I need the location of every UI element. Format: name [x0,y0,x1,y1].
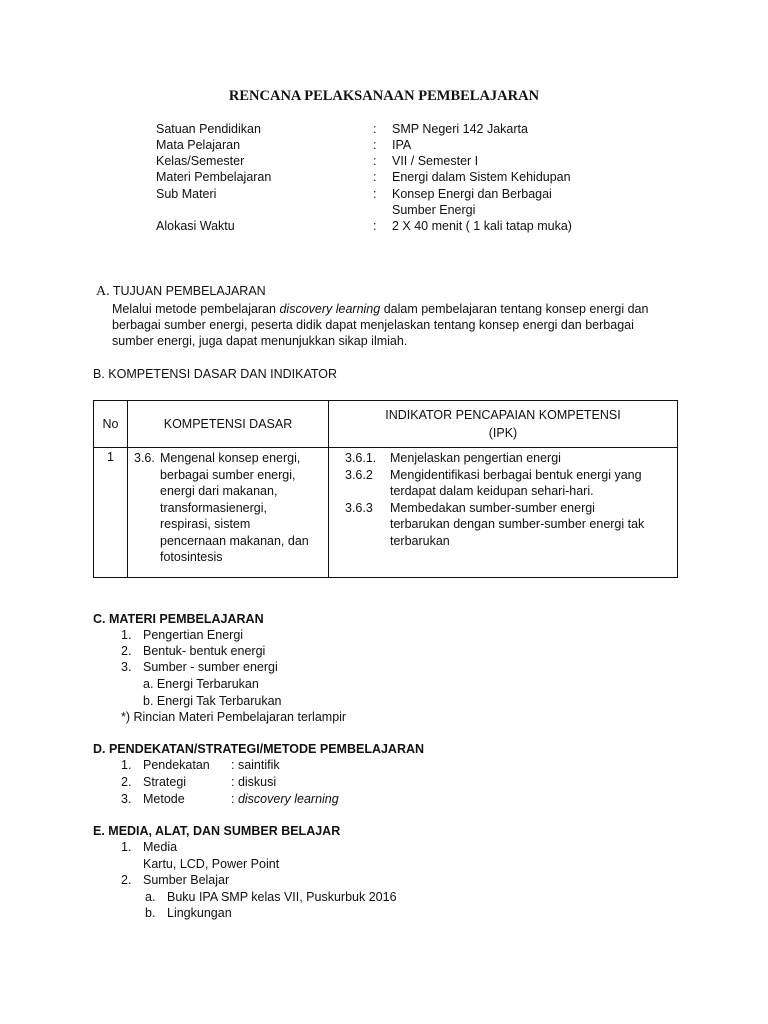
document-title: RENCANA PELAKSANAAN PEMBELAJARAN [228,88,540,104]
identity-value-continued: Sumber Energi [392,203,476,217]
sub-list-item: Lingkungan [167,906,232,920]
cell-no: 1 [94,448,128,578]
list-label: Strategi [143,775,187,789]
identity-colon: : [373,154,377,168]
header-ipk [329,401,678,448]
section-b-heading: B. KOMPETENSI DASAR DAN INDIKATOR [93,367,338,381]
ipk-line: terbarukan dengan sumber-sumber energi tak [390,517,645,531]
identity-colon: : [373,138,377,152]
list-number: 2. [121,873,132,887]
ipk-line: terbarukan [390,533,450,548]
identity-label: Sub Materi [156,187,217,201]
text-run: Melalui metode pembelajaran [112,302,280,316]
identity-colon: : [373,187,377,201]
list-number: 3. [121,660,132,674]
text-run: dalam pembelajaran tentang konsep energi dan [380,302,649,316]
identity-label: Alokasi Waktu [156,219,235,233]
kd-line: Mengenal konsep energi, [160,451,301,465]
list-number: 2. [121,775,132,789]
identity-label: Satuan Pendidikan [156,122,261,136]
section-a-letter: A. [96,284,110,299]
ipk-item [345,467,671,500]
kd-line: berbagai sumber energi, [160,467,296,482]
header-ipk-line: INDIKATOR PENCAPAIAN KOMPETENSI [385,408,621,422]
list-number: 1. [121,840,132,854]
list-number: 3. [121,792,132,806]
kd-line: pencernaan makanan, dan [160,533,309,548]
cell-ipk [329,448,678,578]
header-ipk-line: (IPK) [488,426,518,440]
ipk-line: Menjelaskan pengertian energi [390,451,561,465]
header-kompetensi-dasar: KOMPETENSI DASAR [128,401,329,448]
section-a-title: TUJUAN PEMBELAJARAN [112,284,266,298]
emphasis-text: discovery learning [237,792,339,806]
cell-kompetensi-dasar [128,448,329,578]
section-e-heading: E. MEDIA, ALAT, DAN SUMBER BELAJAR [93,824,341,838]
list-item: Pengertian Energi [143,628,244,642]
identity-label: Materi Pembelajaran [156,170,272,184]
text-run: : [231,792,238,806]
list-label: Pendekatan [143,758,210,772]
list-label: Metode [143,792,185,806]
kd-line: transformasienergi, [160,500,267,515]
ipk-number: 3.6.2 [345,467,373,482]
list-number: 1. [121,628,132,642]
sub-list-item: b. Energi Tak Terbarukan [143,694,282,708]
section-a-paragraph-line: berbagai sumber energi, peserta didik dapat menjelaskan tentang konsep energi dan berbagai [112,318,634,332]
kd-line: fotosintesis [160,550,223,564]
section-a-heading [96,284,266,300]
ipk-item [345,500,671,550]
list-number: 1. [121,758,132,772]
sub-list-item: Buku IPA SMP kelas VII, Puskurbuk 2016 [167,890,397,904]
ipk-number: 3.6.1. [345,451,377,465]
section-d-heading: D. PENDEKATAN/STRATEGI/METODE PEMBELAJARAN [93,742,425,756]
sub-list-item: a. Energi Terbarukan [143,677,259,691]
kd-number: 3.6. [134,451,155,465]
identity-label: Mata Pelajaran [156,138,241,152]
identity-value: 2 X 40 menit ( 1 kali tatap muka) [392,219,572,233]
footnote: *) Rincian Materi Pembelajaran terlampir [121,710,347,724]
ipk-number: 3.6.3 [345,500,373,515]
ipk-line: Membedakan sumber-sumber energi [390,500,595,515]
list-item-detail: Kartu, LCD, Power Point [143,857,280,871]
list-item: Media [143,840,178,854]
identity-colon: : [373,170,377,184]
ipk-line: Mengidentifikasi berbagai bentuk energi yang [390,467,642,482]
competency-table [93,400,678,578]
list-value: : saintifik [231,758,280,772]
list-value [231,792,339,806]
identity-label: Kelas/Semester [156,154,245,168]
ipk-line: terdapat dalam keidupan sehari-hari. [390,484,594,498]
emphasis-text: discovery learning [279,302,381,316]
sub-list-number: b. [145,906,156,920]
list-number: 2. [121,644,132,658]
identity-value: VII / Semester I [392,154,479,168]
identity-colon: : [373,219,377,233]
identity-value: Energi dalam Sistem Kehidupan [392,170,571,184]
list-item: Bentuk- bentuk energi [143,644,266,658]
list-item: Sumber Belajar [143,873,230,887]
kd-line: energi dari makanan, [160,484,278,498]
identity-colon: : [373,122,377,136]
header-no: No [94,401,128,448]
sub-list-number: a. [145,890,156,904]
table-header-row [94,401,678,448]
list-value: : diskusi [231,775,277,789]
identity-value: SMP Negeri 142 Jakarta [392,122,528,136]
section-c-heading: C. MATERI PEMBELAJARAN [93,612,264,626]
kd-line: respirasi, sistem [160,517,251,531]
list-item: Sumber - sumber energi [143,660,278,674]
ipk-item [345,450,671,467]
identity-value: IPA [392,138,412,152]
section-a-paragraph-line: sumber energi, juga dapat menunjukkan sikap ilmiah. [112,334,408,348]
identity-value: Konsep Energi dan Berbagai [392,187,552,201]
section-a-paragraph-line [112,302,648,316]
table-row [94,448,678,578]
